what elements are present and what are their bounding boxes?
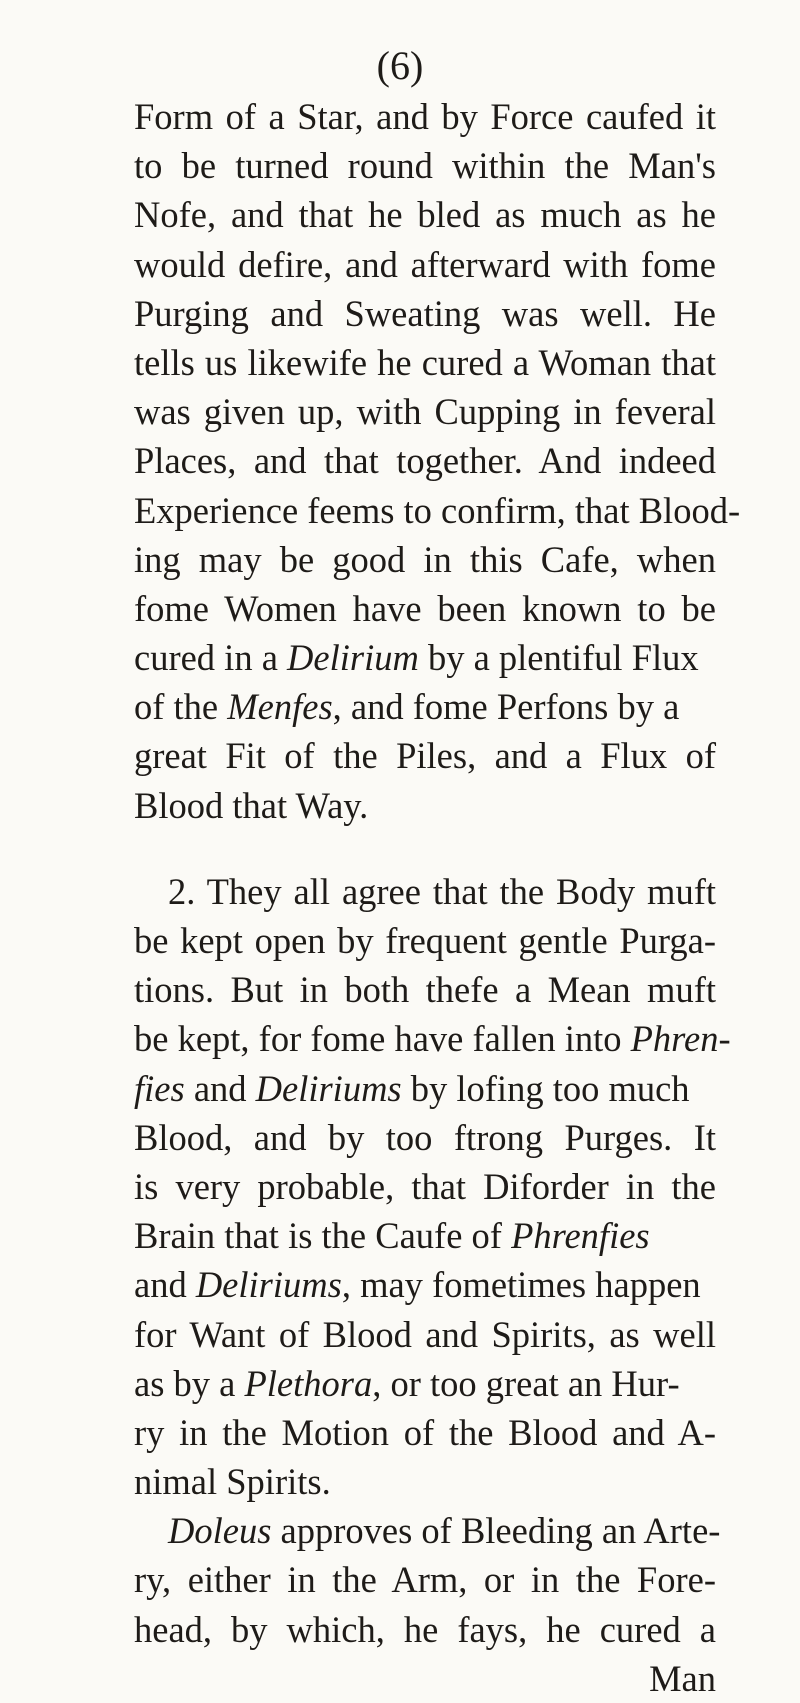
paragraph-gap <box>134 830 716 867</box>
text-line: and Deliriums, may fometimes happen <box>134 1264 701 1306</box>
text-line: Places, and that together. And indeed <box>134 440 716 482</box>
body-text <box>134 92 741 1703</box>
italic-term: Plethora <box>244 1362 373 1404</box>
text-line: Brain that is the Caufe of Phrenfies <box>134 1215 650 1257</box>
text-line: was given up, with Cupping in feveral <box>134 391 716 433</box>
text-line: cured in a Delirium by a plentiful Flux <box>134 637 699 679</box>
text-line: ry in the Motion of the Blood and A- <box>134 1411 716 1453</box>
text-line: for Want of Blood and Spirits, as well <box>134 1313 716 1355</box>
italic-term: Phrenfies <box>511 1215 650 1257</box>
text-line: fies and Deliriums by lofing too much <box>134 1067 690 1109</box>
text-line: Form of a Star, and by Force caufed it <box>134 96 716 137</box>
text-line: great Fit of the Piles, and a Flux of <box>134 735 716 777</box>
text-line: Doleus approves of Bleeding an Arte- <box>168 1510 721 1552</box>
text-line: as by a Plethora, or too great an Hur- <box>134 1362 680 1404</box>
text-line: Experience feems to confirm, that Blood- <box>134 489 741 531</box>
page-number: (6) <box>376 43 424 88</box>
text-line: tells us likewife he cured a Woman that <box>134 341 716 383</box>
text-line: be kept, for fome have fallen into Phren- <box>134 1018 731 1060</box>
text-line: is very probable, that Diforder in the <box>134 1165 716 1207</box>
text-line: nimal Spirits. <box>134 1461 331 1503</box>
text-line: be kept open by frequent gentle Purga- <box>134 920 716 961</box>
italic-term: Deliriums <box>255 1067 402 1109</box>
italic-term: Doleus <box>168 1510 272 1552</box>
text-line: tions. But in both thefe a Mean muft <box>134 969 716 1011</box>
text-line: ing may be good in this Cafe, when <box>134 538 716 580</box>
text-line: of the Menfes, and fome Perfons by a <box>134 686 680 728</box>
text-line: ry, either in the Arm, or in the Fore- <box>134 1559 716 1601</box>
text-line: Blood that Way. <box>134 784 369 826</box>
italic-term: Menfes <box>227 686 333 728</box>
italic-term: Delirium <box>287 637 419 679</box>
text-line: Purging and Sweating was well. He <box>134 292 716 334</box>
text-line: to be turned round within the Man's <box>134 145 716 187</box>
italic-term: Deliriums <box>195 1264 342 1306</box>
catchword: Man <box>649 1657 716 1699</box>
italic-term: Phren- <box>630 1018 731 1060</box>
text-line: fome Women have been known to be <box>134 587 716 629</box>
text-line: Nofe, and that he bled as much as he <box>134 194 716 236</box>
text-line: head, by which, he fays, he cured a <box>134 1608 716 1650</box>
text-line: Blood, and by too ftrong Purges. It <box>134 1116 716 1158</box>
text-line: 2. They all agree that the Body muft <box>168 870 716 912</box>
text-line: would defire, and afterward with fome <box>134 243 716 285</box>
italic-term: fies <box>134 1067 185 1109</box>
